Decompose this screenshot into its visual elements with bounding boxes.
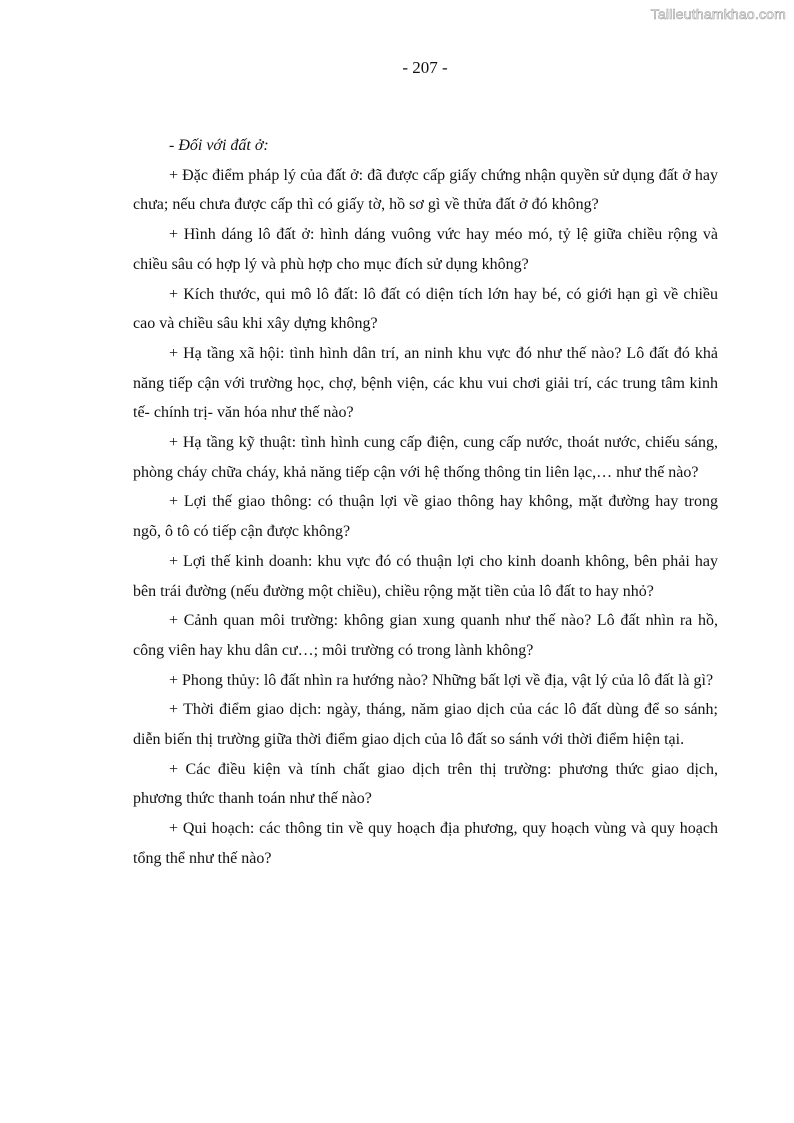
document-body [133,131,718,874]
paragraph-transaction-conditions: + Các điều kiện và tính chất giao dịch trên thị trường: phương thức giao dịch, phương thức thanh toán như thế nào? [133,760,718,808]
paragraph-planning: + Qui hoạch: các thông tin về quy hoạch địa phương, quy hoạch vùng và quy hoạch tổng thể như thế nào? [133,820,718,867]
paragraph-lot-size: + Kích thước, qui mô lô đất: lô đất có diện tích lớn hay bé, có giới hạn gì về chiều cao và chiều sâu khi xây dựng không? [133,285,718,333]
paragraph-traffic-advantage: + Lợi thế giao thông: có thuận lợi về giao thông hay không, mặt đường hay trong ngõ, ô tô có tiếp cận được không? [133,493,718,541]
paragraph-lot-shape: + Hình dáng lô đất ở: hình dáng vuông vức hay méo mó, tỷ lệ giữa chiều rộng và chiều sâu có hợp lý và phù hợp cho mục đích sử dụng không? [133,226,718,273]
paragraph-social-infrastructure: + Hạ tầng xã hội: tình hình dân trí, an ninh khu vực đó như thế nào? Lô đất đó khả năng tiếp cận với trường học, chợ, bệnh viện, các khu vui chơi giải trí, các trung tâm kinh tế- chính trị- văn hóa như thế nào? [133,344,718,422]
page-number: - 207 - [402,58,448,77]
section-heading: - Đối với đất ở: [169,137,269,154]
paragraph-transaction-time: + Thời điểm giao dịch: ngày, tháng, năm giao dịch của các lô đất dùng để so sánh; diễn biến thị trường giữa thời điểm giao dịch của lô đất so sánh với thời điểm hiện tại. [133,701,718,749]
paragraph-feng-shui: + Phong thủy: lô đất nhìn ra hướng nào? Những bất lợi về địa, vật lý của lô đất là gì? [169,671,714,689]
paragraph-technical-infrastructure: + Hạ tầng kỹ thuật: tình hình cung cấp điện, cung cấp nước, thoát nước, chiếu sáng, phòng cháy chữa cháy, khả năng tiếp cận với hệ thống thông tin liên lạc,… như thế nào? [133,434,718,481]
paragraph-legal-status: + Đặc điểm pháp lý của đất ở: đã được cấp giấy chứng nhận quyền sử dụng đất ở hay chưa; nếu chưa được cấp thì có giấy tờ, hồ sơ gì về thửa đất ở đó không? [133,166,718,214]
watermark-text: Tailieuthamkhao.com [650,6,786,22]
paragraph-environment: + Cảnh quan môi trường: không gian xung quanh như thế nào? Lô đất nhìn ra hồ, công viên hay khu dân cư…; môi trường có trong lành không? [133,612,718,659]
paragraph-business-advantage: + Lợi thế kinh doanh: khu vực đó có thuận lợi cho kinh doanh không, bên phải hay bên trái đường (nếu đường một chiều), chiều rộng mặt tiền của lô đất to hay nhỏ? [133,552,718,600]
